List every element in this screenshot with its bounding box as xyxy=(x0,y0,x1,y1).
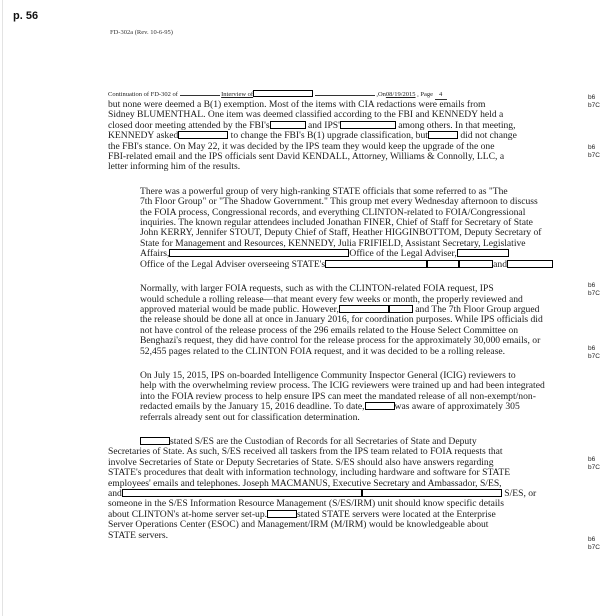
redaction-box xyxy=(140,437,170,445)
redaction-box xyxy=(267,510,297,518)
exemption-b6: b6 xyxy=(588,536,596,543)
form-id: FD-302a (Rev. 10-6-95) xyxy=(110,29,173,36)
paragraph: stated S/ES are the Custodian of Records for all Secretaries of State and Deputy Secretaries of State. As such, S/ES received all taskers from the IPS team related to FOIA requests that involve Secretaries of State or Deputy Secretaries of State. S/ES should also have answers regarding STATE's procedures that dealt with information technology, including hardware and software for STATE employees' emails and telephones. Joseph MACMANUS, Executive Secretary and Ambassador, S/ES, and S/ES, or someone in the S/ES Information Resource Management (S/ES/IRM) unit should know specific details about CLINTON's at-home server set-up. stated STATE servers were located at the Enterprise Server Operations Center (ESOC) and Management/IRM (M/IRM) would be knowledgeable about STATE servers. xyxy=(108,435,537,541)
redaction-box xyxy=(362,489,502,497)
exemption-marks xyxy=(588,94,600,110)
paragraph: Normally, with larger FOIA requests, such as with the CLINTON-related FOIA request, IPS would schedule a rolling release—that meant every few weeks or month, the properly reviewed and approved material would be made public. However, and The 7th Floor Group argued the release should be done all at once in January 2016, for coordination purposes. While IPS officials did not have control of the release process of the 296 emails related to the House Select Committee on Benghazi's request, they did have control for the release process for the approximately 30,000 emails, or 52,455 pages related to the CLINTON FOIA request, and it was decided to be a rolling release. xyxy=(140,283,543,357)
redaction-box xyxy=(389,305,413,313)
redaction-box xyxy=(507,260,553,268)
redaction-box xyxy=(457,249,509,257)
paragraph: There was a powerful group of very high-ranking STATE officials that some referred to as "The 7th Floor Group" or "The Shadow Government." This group met every Wednesday afternoon to discuss the FOIA process, Congressional records, and everything CLINTON-related to FOIA/Congressional inquiries. The known regular attendees included Jonathan FINER, Chief of Staff for Secretary of State John KERRY, Jennifer STOUT, Deputy Chief of Staff, Heather HIGGINBOTTOM, Deputy Secretary of State for Management and Resources, KENNEDY, Julia FRIFIELD, Assistant Secretary, Legislative Affairs, Office of the Legal Adviser, Office of the Legal Adviser overseeing STATE's and xyxy=(108,187,573,270)
exemption-b7c: b7C xyxy=(588,353,600,360)
redaction-box xyxy=(339,305,389,313)
redaction-box xyxy=(122,489,362,497)
scan-edge xyxy=(2,0,3,616)
exemption-b7c: b7C xyxy=(588,544,600,551)
paragraph: On July 15, 2015, IPS on-boarded Intelligence Community Inspector General (ICIG) reviewers to help with the overwhelming review process. The ICIG reviewers were trained up and had been integrated into the FOIA review process to help ensure IPS can meet the mandated release of all non-exempt/non- redacted emails by the January 15, 2016 deadline. To date, was aware of approximately 305 referrals already sent out for classification determination. xyxy=(140,369,545,423)
redaction-box xyxy=(459,260,493,268)
exemption-marks xyxy=(588,282,600,298)
redaction-box xyxy=(178,131,228,139)
exemption-marks xyxy=(588,144,600,160)
redaction-box xyxy=(428,131,458,139)
page-number: 4 xyxy=(435,91,447,100)
exemption-b7c: b7C xyxy=(588,152,600,159)
document-body xyxy=(108,90,573,555)
exemption-b6: b6 xyxy=(588,345,596,352)
redaction-box xyxy=(253,90,313,97)
exemption-marks xyxy=(588,345,600,361)
redaction-box xyxy=(340,121,396,129)
redaction-box xyxy=(270,121,306,129)
redaction-box xyxy=(325,260,427,268)
exemption-marks xyxy=(588,456,600,472)
continuation-header: Continuation of FD-302 of Interview of ,On08/19/2015 , Page 4 xyxy=(108,90,573,100)
exemption-b6: b6 xyxy=(588,144,596,151)
redaction-box xyxy=(365,402,395,410)
exemption-b7c: b7C xyxy=(588,102,600,109)
exemption-b7c: b7C xyxy=(588,464,600,471)
exemption-b7c: b7C xyxy=(588,290,600,297)
paragraph: but none were deemed a B(1) exemption. Most of the items with CIA redactions were emails from Sidney BLUMENTHAL. One item was deemed classified according to the FBI and KENNEDY held a closed door meeting attended by the FBI's and IPS' among others. In that meeting, KENNEDY asked to change the FBI's B(1) upgrade classification, but did not change the FBI's stance. On May 22, it was decided by the IPS team they would keep the upgrade of the one FBI-related email and the IPS officials sent David KENDALL, Attorney, Williams & Connolly, LLC, a letter informing him of the results. xyxy=(108,99,517,173)
redaction-box xyxy=(427,260,459,268)
exemption-b6: b6 xyxy=(588,456,596,463)
interview-date: 08/19/2015 xyxy=(385,91,416,98)
exemption-b6: b6 xyxy=(588,282,596,289)
redaction-box xyxy=(169,249,349,257)
page-label: p. 56 xyxy=(13,10,39,22)
exemption-b6: b6 xyxy=(588,94,596,101)
interview-subject: Interview of xyxy=(221,91,254,98)
exemption-marks xyxy=(588,536,600,552)
